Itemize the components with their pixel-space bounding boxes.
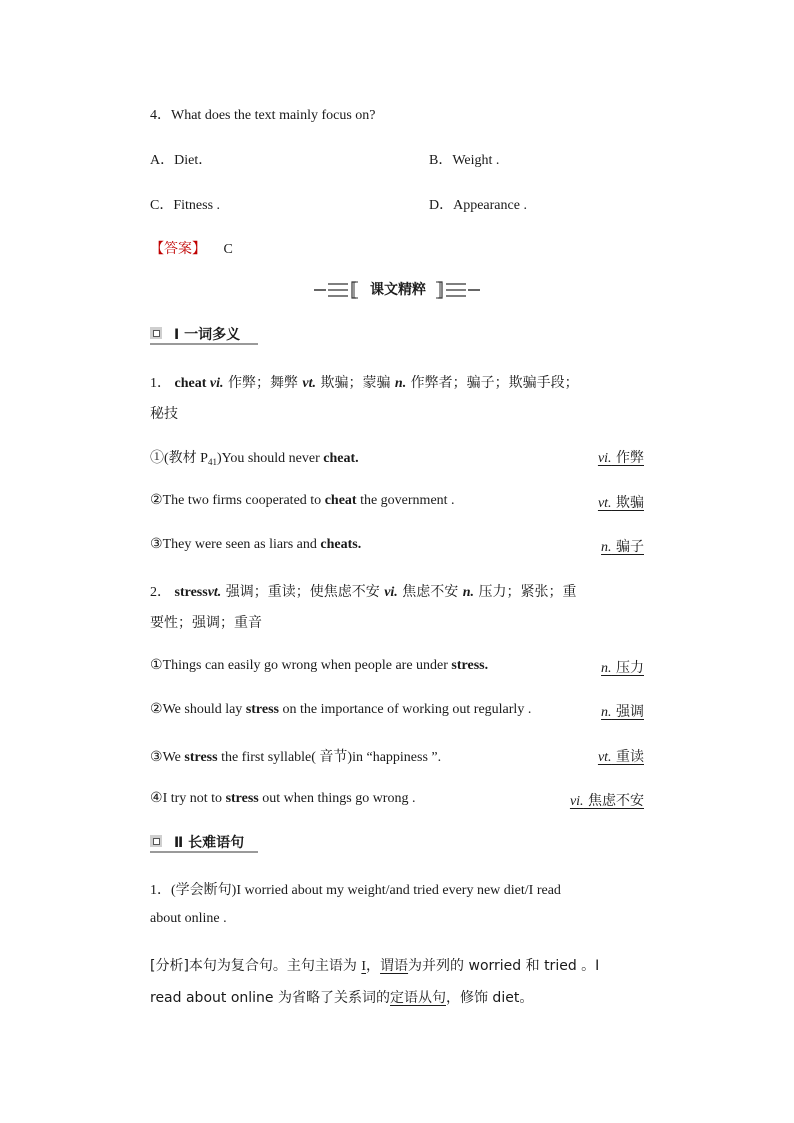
entry2-definition-cont: 要性；强调；重音	[150, 615, 262, 631]
entry1-word: cheat	[174, 376, 207, 391]
entry1-definition-cont: 秘技	[150, 406, 178, 422]
section1-heading	[150, 324, 258, 344]
section-banner	[314, 279, 480, 301]
entry2-def2: 焦虑不安	[397, 584, 463, 600]
entry2-definition	[150, 581, 576, 601]
sentence1-line2: about online .	[150, 911, 227, 926]
entry2-def1: 强调；重读；使焦虑不安	[221, 584, 385, 600]
entry2-pos3: n.	[462, 585, 475, 600]
section1-title: Ⅰ 一词多义	[174, 327, 241, 343]
entry2-def3: 压力；紧张；重	[474, 584, 577, 600]
entry1-def2: 欺骗；蒙骗	[316, 375, 395, 391]
answer-tag: 【答案】	[150, 241, 206, 257]
entry2-gloss-4: vi. 焦虑不安	[569, 793, 644, 809]
entry2-example-1: ①Things can easily go wrong when people are under stress.	[150, 658, 489, 673]
entry2-example-2: ②We should lay stress on the importance of working out regularly .	[150, 702, 532, 717]
entry1-def1: 作弊；舞弊	[223, 375, 303, 391]
analysis-line2: read about online 为省略了关系词的定语从句，修饰 diet。	[150, 990, 534, 1006]
option-a: A．Diet．	[150, 153, 213, 168]
entry1-def3: 作弊者；骗子；欺骗手段；	[406, 375, 579, 391]
entry1-pos3: n.	[394, 376, 407, 391]
entry1-example-2: ②The two firms cooperated to cheat the government .	[150, 493, 455, 508]
section-marker-icon	[150, 327, 162, 339]
entry2-example-4: ④I try not to stress out when things go wrong .	[150, 791, 416, 806]
entry2-gloss-1: n. 压力	[601, 660, 644, 676]
section-marker-icon	[150, 835, 162, 847]
entry1-number: 1．	[150, 376, 171, 391]
entry1-gloss-1: vi. 作弊	[597, 450, 644, 466]
entry1-definition	[150, 372, 579, 392]
entry2-pos1: vt.	[207, 585, 222, 600]
entry2-number: 2．	[150, 585, 171, 600]
section2-title: Ⅱ 长难语句	[174, 835, 245, 851]
entry2-word: stress	[174, 585, 208, 600]
entry1-gloss-2: vt. 欺骗	[597, 495, 644, 511]
entry1-example-3: ③They were seen as liars and cheats.	[150, 537, 362, 552]
section2-underline	[150, 851, 258, 853]
question-stem: 4．What does the text mainly focus on?	[150, 108, 376, 123]
option-d: D．Appearance .	[429, 198, 527, 213]
section2-heading	[150, 832, 258, 852]
entry1-pos2: vt.	[302, 376, 317, 391]
entry2-pos2: vi.	[384, 585, 398, 600]
answer-line	[150, 238, 233, 258]
sentence1-line1: 1．(学会断句)I worried about my weight/and tried every new diet/I read	[150, 883, 561, 898]
entry1-gloss-3: n. 骗子	[601, 539, 644, 555]
option-b: B．Weight .	[429, 153, 500, 168]
answer-value: C	[223, 242, 233, 257]
banner-title: 课文精粹	[370, 282, 426, 298]
analysis-line1: [分析]本句为复合句。主句主语为 I，谓语为并列的 worried 和 tried 。I	[150, 958, 600, 974]
entry2-example-3: ③We stress the first syllable( 音节)in “happiness ”.	[150, 750, 442, 765]
entry1-pos1: vi.	[209, 376, 224, 391]
option-c: C．Fitness .	[150, 198, 221, 213]
section1-underline	[150, 343, 258, 345]
entry2-gloss-2: n. 强调	[601, 704, 644, 720]
entry2-gloss-3: vt. 重读	[597, 749, 644, 765]
entry1-example-1: ①(教材 $P_{41})You$ should never cheat.	[150, 451, 359, 467]
